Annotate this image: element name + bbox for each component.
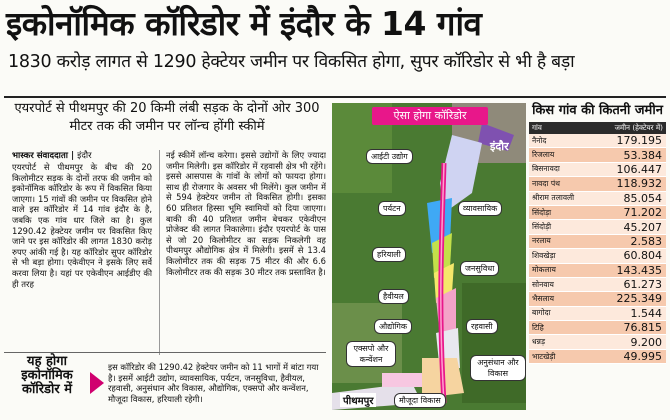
village-name: भाटखेड़ी <box>532 351 556 361</box>
table-row <box>529 264 666 278</box>
land-area: 143.435 <box>616 263 662 277</box>
village-name: टिहि <box>532 322 544 332</box>
label-research-development: अनुसंधान और विकास <box>470 355 526 381</box>
land-area: 225.349 <box>616 292 662 306</box>
land-area: 106.447 <box>616 162 662 176</box>
label-expo-convention: एक्सपो और कन्वेंशन <box>346 341 396 367</box>
corridor-map <box>332 103 526 410</box>
table-row <box>529 163 666 177</box>
header-land: जमीन (हेक्टेयर में) <box>614 123 663 132</box>
header-village: गांव <box>532 123 542 132</box>
arrow-icon <box>88 370 106 396</box>
article-column-2: नई स्कीमें लॉन्च करेगा। इससे उद्योगों के लिए ज्यादा जमीन मिलेगी। इस कॉरिडोर में रहवासी क्षेत्र भी रहेंगे। इससे आसपास के गांवों के लोगों को फायदा होगा। साथ ही रोजगार के अवसर भी मिलेंगे। कुल जमीन में से 594 हेक्टेयर जमीन तो विकसित होगी। इसका 60 प्रतिशत हिस्सा भूमि स्वामियों को दिया जाएगा। बाकी की 40 प्रतिशत जमीन बेचकर एकेवीएन प्रोजेक्ट की लागत निकालेगा। इंदौर एयरपोर्ट के पास से जो 20 किलोमीटर का सड़क निकलेगी वह पीथमपुर औद्योगिक क्षेत्र में मिलेगी। इसमें से 13.4 किलोमीटर तक की सड़क 75 मीटर की और 6.6 किलोमीटर तक की सड़क 30 मीटर तक प्रस्तावित है। <box>166 150 326 277</box>
village-name: सोनवाय <box>532 279 554 289</box>
table-row <box>529 307 666 321</box>
land-area: 71.202 <box>623 206 662 220</box>
land-area: 60.804 <box>623 249 662 263</box>
village-name: धन्नड़ <box>532 337 546 347</box>
map-title: ऐसा होगा कॉरिडोर <box>372 107 488 125</box>
table-row <box>529 206 666 220</box>
land-area: 9.200 <box>630 335 662 349</box>
village-name: नैनोद <box>532 135 547 145</box>
land-area: 2.583 <box>630 234 662 248</box>
village-name: बागोदा <box>532 308 551 318</box>
village-name: सिंदोड़ा <box>532 207 552 217</box>
divider <box>4 96 666 98</box>
village-name: शिवखेड़ा <box>532 250 556 260</box>
place-pithampur: पीथमपुर <box>340 393 376 407</box>
table-row <box>529 177 666 191</box>
table-row <box>529 220 666 234</box>
byline-place: इंदौर <box>77 151 92 161</box>
subhead: 1830 करोड़ लागत से 1290 हेक्टेयर जमीन पर विकसित होगा, सुपर कॉरिडोर से भी है बड़ा <box>8 52 575 72</box>
label-public-facility: जनसुविधा <box>460 261 499 276</box>
village-name: रिजलाय <box>532 150 555 160</box>
village-name: सिंदोड़ी <box>532 222 552 232</box>
village-name: बिसनावदा <box>532 164 560 174</box>
land-area: 179.195 <box>616 134 662 148</box>
table-row <box>529 148 666 162</box>
village-name: श्रीराम तलावली <box>532 193 575 203</box>
land-area: 1.544 <box>630 306 662 320</box>
land-area: 49.995 <box>623 350 662 364</box>
byline: भास्कर संवाददाता | इंदौर <box>12 151 92 161</box>
label-commercial: व्यावसायिक <box>458 201 502 216</box>
table-header <box>529 122 666 134</box>
table-row <box>529 335 666 349</box>
label-residential: रहवासी <box>466 319 498 334</box>
byline-name: भास्कर संवाददाता <box>12 151 69 161</box>
table-row <box>529 278 666 292</box>
column-divider <box>159 150 160 355</box>
label-it-industry: आईटी उद्योग <box>366 149 413 164</box>
table-body <box>529 134 666 364</box>
land-area: 118.932 <box>616 177 662 191</box>
table-row <box>529 134 666 148</box>
table-row <box>529 321 666 335</box>
village-name: नावदा पंथ <box>532 178 560 188</box>
table-row <box>529 192 666 206</box>
land-area: 61.273 <box>623 278 662 292</box>
box-heading: यह होगा इकोनॉमिक कॉरिडोर में <box>21 354 73 397</box>
label-existing-development: मौजूदा विकास <box>394 393 446 408</box>
article-column-1: एयरपोर्ट से पीथमपुर के बीच की 20 किलोमीटर सड़क के दोनों तरफ की जमीन को इकोनॉमिक कॉरिडोर के रूप में विकसित किया जाएगा। 15 गांवों की जमीन पर विकसित होने वाले इस कॉरिडोर में 14 गांव इंदौर के है, जबकि एक गांव धार जिले का है। कुल 1290.42 हेक्टेयर जमीन पर विकसित किए जाने पर इस कॉरिडोर की लागत 1830 करोड़ रुपए आंकी गई है। यह कॉरिडोर सुपर कॉरिडोर से भी बड़ा होगा। एकेवीएन ने इसके लिए सर्वे करवा लिया है। यहां पर एकेवीएन आईडीए की ही तरह <box>12 162 152 289</box>
label-industrial: औद्योगिक <box>374 319 412 334</box>
village-name: मोकलाय <box>532 265 556 275</box>
land-area: 45.207 <box>623 220 662 234</box>
village-name: नरलाय <box>532 236 551 246</box>
land-area: 85.054 <box>623 191 662 205</box>
table-row <box>529 249 666 263</box>
label-greenery: हरियाली <box>372 247 406 262</box>
box-text: इस कॉरिडोर की 1290.42 हेक्टेयर जमीन को 11 भागों में बांटा गया है। इसमें आईटी उद्योग, व्यावसायिक, पर्यटन, जनसुविधा, हैवीयल, रहवासी, अनुसंधान और विकास, औद्योगिक, एक्सपो और कन्वेंशन, मौजूदा विकास, हरियाली रहेगी। <box>108 362 319 404</box>
table-title: किस गांव की कितनी जमीन <box>532 103 663 118</box>
place-indore: इंदौर <box>490 140 509 153</box>
table-row <box>529 235 666 249</box>
land-area: 53.384 <box>623 148 662 162</box>
label-tourism: पर्यटन <box>378 201 406 216</box>
village-land-table <box>529 103 666 410</box>
village-name: भैसलाय <box>532 293 554 303</box>
headline: इकोनॉमिक कॉरिडोर में इंदौर के 14 गांव <box>6 4 482 43</box>
table-row <box>529 292 666 306</box>
intro-deck: एयरपोर्ट से पीथमपुर की 20 किमी लंबी सड़क के दोनों ओर 300 मीटर तक की जमीन पर लॉन्च होंगी स्कीमें <box>14 101 320 134</box>
table-row <box>529 350 666 364</box>
label-heavy: हैवीयल <box>378 289 409 304</box>
land-area: 76.815 <box>623 321 662 335</box>
divider <box>4 352 326 353</box>
